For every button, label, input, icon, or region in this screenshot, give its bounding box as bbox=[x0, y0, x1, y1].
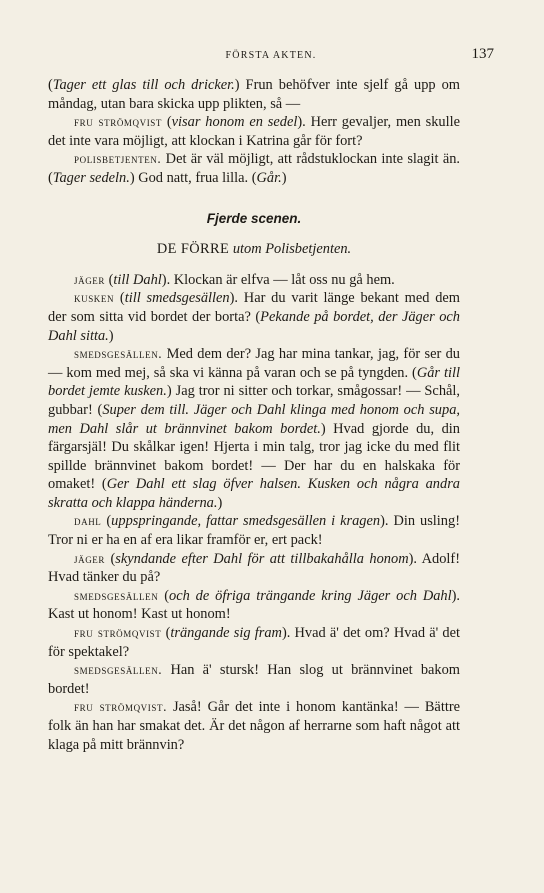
stage-direction: uppspringande, fattar smedsgesällen i kragen bbox=[111, 513, 381, 530]
stage-direction: till Dahl bbox=[113, 271, 162, 288]
dialogue-text: ). Klockan är elfva — låt oss nu gå hem. bbox=[161, 271, 395, 288]
stage-direction: Super dem till. Jäger och Dahl klinga med honom och supa, men Dahl slår ut brännvinet bakom bordet. bbox=[48, 401, 460, 437]
dialogue-text: Han ä' stursk! Han slog ut brännvinet bakom bordet! bbox=[48, 662, 460, 697]
stage-direction: Tager sedeln. bbox=[52, 169, 130, 186]
dialogue-text: ). Har du varit länge bekant med dem der som sitta vid bordet der borta? ( bbox=[48, 290, 460, 325]
dialogue-text: ( bbox=[101, 513, 112, 530]
dialogue-text: ). Adolf! Hvad tänker du på? bbox=[48, 550, 461, 586]
dialogue-text: Det är väl möjligt, att rådstuklockan inte slagit än. ( bbox=[48, 151, 460, 186]
dialogue-text: ). Din usling! Tror ni er ha en af era likar framför er, ert pack! bbox=[48, 513, 460, 549]
speaker-name: fru strömqvist bbox=[74, 625, 162, 641]
dialogue-text: ) Frun behöfver inte sjelf gå upp om måndag, utan bara skicka upp plikten, så — bbox=[48, 77, 461, 112]
dialogue-text: ( bbox=[161, 625, 171, 642]
dialogue-text: ( bbox=[105, 550, 116, 567]
dialogue-paragraph bbox=[48, 661, 460, 698]
dialogue-before-scene bbox=[48, 76, 460, 188]
stage-direction: Pekande på bordet, der Jäger och Dahl sitta. bbox=[48, 308, 460, 344]
dialogue-text: ) Hvad gjorde du, din färgarsjäl! Du skålkar igen! Hjerta i min talg, tror jag icke du med flit spillde brännvinet bakom bordet! — Der har du en halskaka för omaket! ( bbox=[48, 420, 460, 493]
dialogue-paragraph bbox=[48, 345, 460, 512]
dialogue-text: ). Kast ut honom! Kast ut honom! bbox=[48, 587, 460, 623]
page-body bbox=[48, 76, 460, 754]
stage-direction: Går till bordet jemte kusken. bbox=[48, 364, 460, 400]
stage-direction: Tager ett glas till och dricker. bbox=[52, 77, 235, 93]
page-header bbox=[48, 46, 494, 64]
dialogue-text: ) God natt, frua lilla. ( bbox=[129, 169, 257, 186]
speaker-name: dahl bbox=[74, 513, 102, 529]
stage-direction: Går. bbox=[256, 169, 282, 186]
dialogue-text: ) Jag tror ni sitter och torkar, smågossar! — Schål, gubbar! ( bbox=[48, 383, 460, 418]
dialogue-text: ). Herr gevaljer, men skulle det inte vara möjligt, att klockan i Katrina går för fort? bbox=[48, 114, 460, 149]
speaker-name: jäger bbox=[74, 550, 106, 566]
dialogue-paragraph bbox=[48, 289, 460, 345]
stage-direction: visar honom en sedel bbox=[171, 114, 298, 131]
stage-direction: Ger Dahl ett slag öfver halsen. Kusken och några andra skratta och klappa händerna. bbox=[48, 476, 460, 511]
dialogue-text: ). Hvad ä' det om? Hvad ä' det för spektakel? bbox=[48, 625, 461, 660]
speaker-name: smedsgesällen. bbox=[74, 662, 163, 678]
dialogue-text: ( bbox=[158, 587, 169, 604]
speaker-name: fru strömqvist bbox=[74, 114, 163, 130]
scene-heading: Fjerde scenen. bbox=[206, 210, 302, 226]
speaker-name: jäger bbox=[74, 271, 106, 287]
dialogue-text: Med dem der? Jag har mina tankar, jag, för ser du — kom med mej, så ska vi känna på varan och se på tyngden. ( bbox=[48, 346, 460, 381]
dialogue-text: ) bbox=[281, 169, 287, 186]
speaker-name: smedsgesällen bbox=[74, 587, 159, 603]
speaker-name: smedsgesällen. bbox=[74, 346, 163, 362]
dialogue-paragraph bbox=[48, 271, 460, 290]
page-number: 137 bbox=[471, 46, 494, 62]
stage-direction: och de öfriga trängande kring Jäger och Dahl bbox=[169, 587, 452, 604]
dialogue-text: ( bbox=[105, 271, 114, 288]
dialogue-paragraph bbox=[48, 698, 460, 754]
dialogue-after-scene bbox=[48, 271, 460, 754]
dialogue-text: ) bbox=[108, 327, 114, 344]
dialogue-paragraph bbox=[48, 512, 460, 549]
cast-main: DE FÖRRE bbox=[156, 241, 230, 258]
dialogue-paragraph bbox=[48, 624, 460, 661]
dialogue-text: ) bbox=[217, 494, 223, 511]
dialogue-text: ( bbox=[114, 290, 125, 307]
dialogue-paragraph bbox=[48, 550, 460, 587]
stage-direction: trängande sig fram bbox=[170, 625, 282, 642]
running-title: FÖRSTA AKTEN. bbox=[225, 50, 317, 61]
speaker-name: kusken bbox=[74, 290, 115, 306]
dialogue-text: ( bbox=[162, 114, 172, 131]
dialogue-text: Jaså! Går det inte i honom kantänka! — Bättre folk än han har smakat det. Är det någon af herrarne som haft något att klaga på mitt brännvin? bbox=[48, 699, 460, 753]
dialogue-text: ( bbox=[48, 77, 53, 93]
speaker-name: polisbetjenten. bbox=[74, 151, 162, 167]
cast-rest: utom Polisbetjenten. bbox=[229, 241, 352, 258]
dialogue-paragraph bbox=[48, 113, 460, 150]
dialogue-paragraph bbox=[48, 587, 460, 624]
scene-cast-line bbox=[48, 240, 460, 259]
stage-direction: till smedsgesällen bbox=[124, 290, 230, 307]
stage-direction: skyndande efter Dahl för att tillbakahålla honom bbox=[115, 550, 409, 567]
speaker-name: fru strömqvist. bbox=[74, 699, 168, 715]
dialogue-paragraph bbox=[48, 150, 460, 187]
dialogue-paragraph bbox=[48, 76, 460, 113]
